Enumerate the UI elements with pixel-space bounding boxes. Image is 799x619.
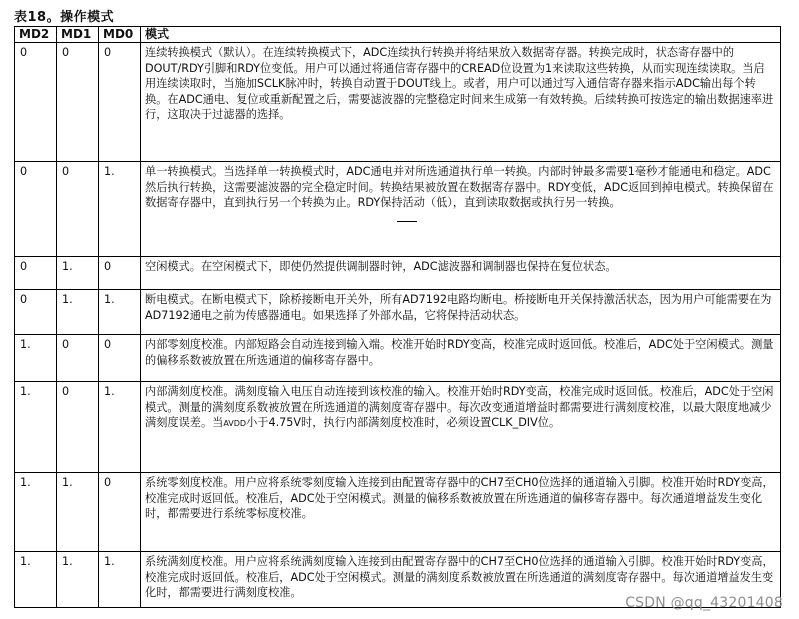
cell-md0: 0 bbox=[99, 257, 141, 290]
table-row bbox=[15, 257, 781, 290]
cell-mode-description: 内部零刻度校准。内部短路会自动连接到输入端。校准开始时RDY变高，校准完成时返回低。校准后，ADC处于空闲模式。测量的偏移系数被放置在所选通道的偏移寄存器中。 bbox=[141, 335, 781, 382]
table-row bbox=[15, 335, 781, 382]
cell-md2: 1. bbox=[15, 552, 57, 608]
cell-md2: 1. bbox=[15, 382, 57, 473]
cell-md1: 0 bbox=[57, 335, 99, 382]
table-row bbox=[15, 473, 781, 552]
table-row bbox=[15, 290, 781, 335]
table-header-row bbox=[15, 27, 781, 43]
operating-mode-table bbox=[14, 26, 781, 608]
description-text: 内部满刻度校准。满刻度输入电压自动连接到该校准的输入。校准开始时RDY变高，校准完成时返回低。校准后，ADC处于空闲模式。测量的满刻度系数被放置在所选通道的满刻度寄存器中。每次改变通道增益时都需要进行满刻度校准，以最大限度地减少满刻度误差。当 bbox=[145, 385, 774, 430]
cell-md1: 0 bbox=[57, 382, 99, 473]
cell-mode-description: 连续转换模式（默认）。在连续转换模式下，ADC连续执行转换并将结果放入数据寄存器。转换完成时，状态寄存器中的DOUT/RDY引脚和RDY位变低。用户可以通过将通信寄存器中的CREAD位设置为1来读取这些转换，从而实现连续读取。当启用连续读取时，当施加SCLK脉冲时，转换自动置于DOUT线上。或者，用户可以通过写入通信寄存器来指示ADC输出每个转换。在ADC通电、复位或重新配置之后，需要滤波器的完整稳定时间来生成第一有效转换。后续转换可按选定的输出数据速率进行，这取决于过滤器的选择。 bbox=[141, 43, 781, 162]
cell-mode-description: 空闲模式。在空闲模式下，即使仍然提供调制器时钟，ADC滤波器和调制器也保持在复位状态。 bbox=[141, 257, 781, 290]
cell-md1: 1. bbox=[57, 473, 99, 552]
cell-md2: 0 bbox=[15, 290, 57, 335]
header-mode: 模式 bbox=[141, 27, 781, 43]
header-md0: MD0 bbox=[99, 27, 141, 43]
table-row bbox=[15, 43, 781, 162]
cell-md0: 1. bbox=[99, 162, 141, 257]
cell-mode-description: 系统零刻度校准。用户应将系统零刻度输入连接到由配置寄存器中的CH7至CH0位选择的通道输入引脚。校准开始时RDY变高，校准完成时返回低。校准后，ADC处于空闲模式。测量的偏移系数被放置在所选通道的偏移寄存器中。每次通道增益发生变化时，都需要进行系统零标度校准。 bbox=[141, 473, 781, 552]
cell-md0: 1. bbox=[99, 552, 141, 608]
watermark: CSDN @qq_43201408 bbox=[625, 595, 783, 611]
cell-md2: 0 bbox=[15, 257, 57, 290]
table-row bbox=[15, 382, 781, 473]
cell-md0: 1. bbox=[99, 290, 141, 335]
cell-md0: 1. bbox=[99, 382, 141, 473]
cell-mode-description: 系统满刻度校准。用户应将系统满刻度输入连接到由配置寄存器中的CH7至CH0位选择的通道输入引脚。校准开始时RDY变高，校准完成时返回低。校准后，ADC处于空闲模式。测量的满刻度系数被放置在所选通道的满刻度寄存器中。每次通道增益发生变化时，都需要进行满刻度校准。 bbox=[141, 552, 781, 608]
avdd-subscript: AVDD bbox=[223, 419, 247, 429]
cell-md0: 0 bbox=[99, 335, 141, 382]
table-title: 表18。操作模式 bbox=[14, 10, 115, 25]
cell-mode-description: 断电模式。在断电模式下，除桥接断电开关外，所有AD7192电路均断电。桥接断电开关保持激活状态，因为用户可能需要在为AD7192通电之前为传感器通电。如果选择了外部水晶，它将保持活动状态。 bbox=[141, 290, 781, 335]
table-row bbox=[15, 162, 781, 257]
header-md2: MD2 bbox=[15, 27, 57, 43]
stray-underline bbox=[397, 221, 417, 222]
cell-md0: 0 bbox=[99, 43, 141, 162]
cell-md2: 0 bbox=[15, 43, 57, 162]
cell-mode-description bbox=[141, 382, 781, 473]
cell-mode-description: 单一转换模式。当选择单一转换模式时，ADC通电并对所选通道执行单一转换。内部时钟最多需要1毫秒才能通电和稳定。ADC然后执行转换，这需要滤波器的完全稳定时间。转换结果被放置在数据寄存器中。RDY变低，ADC返回到掉电模式。转换保留在数据寄存器中，直到执行另一个转换为止。RDY保持活动（低），直到读取数据或执行另一转换。 bbox=[141, 162, 781, 257]
cell-md1: 1. bbox=[57, 257, 99, 290]
cell-md1: 1. bbox=[57, 290, 99, 335]
cell-md1: 0 bbox=[57, 162, 99, 257]
cell-md2: 1. bbox=[15, 473, 57, 552]
cell-md2: 1. bbox=[15, 335, 57, 382]
cell-md1: 0 bbox=[57, 43, 99, 162]
cell-md0: 0 bbox=[99, 473, 141, 552]
description-text: 小于4.75V时，执行内部满刻度校准时，必须设置CLK_DIV位。 bbox=[246, 416, 561, 430]
cell-md1: 1. bbox=[57, 552, 99, 608]
cell-md2: 0 bbox=[15, 162, 57, 257]
header-md1: MD1 bbox=[57, 27, 99, 43]
